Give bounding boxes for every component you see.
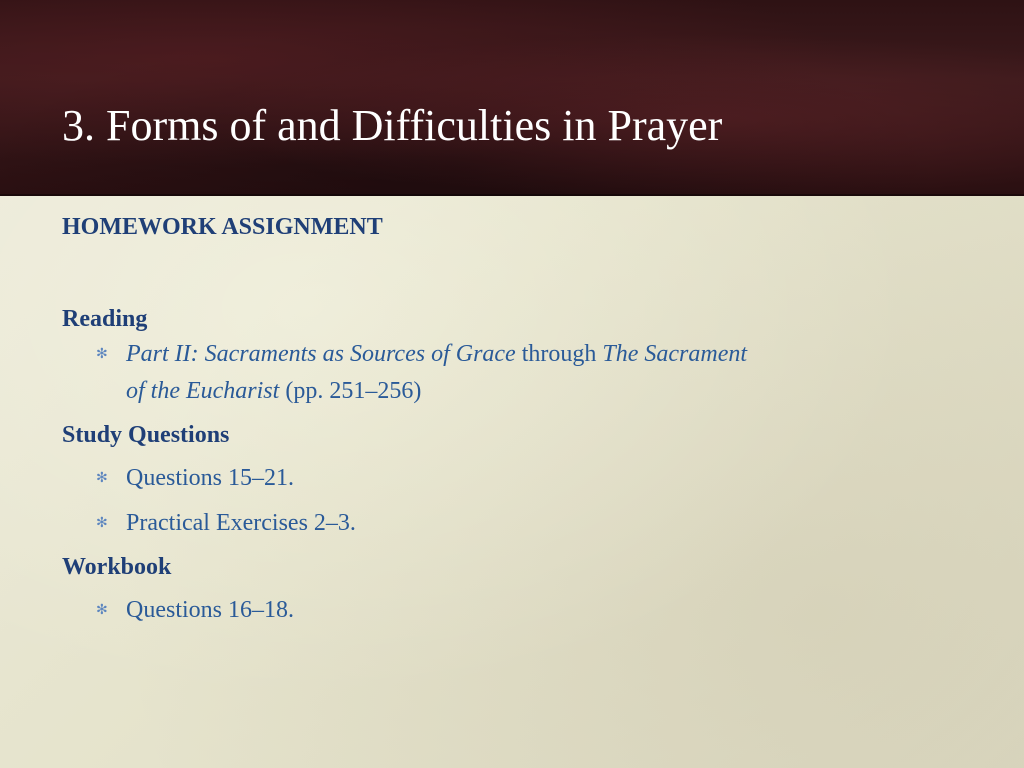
reading-item-pages: (pp. 251–256): [279, 378, 422, 404]
reading-list: [62, 336, 762, 410]
spacer: [62, 542, 762, 550]
study-item-1-text: Questions 15–21.: [126, 465, 294, 491]
workbook-label: Workbook: [62, 554, 172, 580]
header-band: [0, 0, 1024, 196]
spacer: [62, 410, 762, 418]
asterisk-bullet-icon: ✻: [96, 603, 108, 618]
homework-heading: HOMEWORK ASSIGNMENT: [62, 214, 383, 240]
reading-item-part-title: Part II: Sacraments as Sources of Grace: [126, 341, 516, 367]
workbook-item-1: [62, 592, 762, 629]
spacer: [62, 244, 762, 302]
study-item-1: [62, 460, 762, 497]
asterisk-bullet-icon: ✻: [96, 347, 108, 362]
workbook-item-1-text: Questions 16–18.: [126, 597, 294, 623]
study-item-2: [62, 505, 762, 542]
slide-content: [62, 210, 762, 629]
reading-item-through: through: [515, 341, 603, 367]
workbook-list: [62, 592, 762, 629]
asterisk-bullet-icon: ✻: [96, 471, 108, 486]
study-questions-list: [62, 460, 762, 542]
study-item-2-text: Practical Exercises 2–3.: [126, 510, 356, 536]
study-questions-label: Study Questions: [62, 422, 230, 448]
reading-item: [62, 336, 762, 410]
reading-item-end-title: The Sacrament of the Eucharist: [126, 341, 748, 404]
slide-title: 3. Forms of and Difficulties in Prayer: [62, 101, 723, 150]
reading-label: Reading: [62, 306, 148, 332]
asterisk-bullet-icon: ✻: [96, 516, 108, 531]
